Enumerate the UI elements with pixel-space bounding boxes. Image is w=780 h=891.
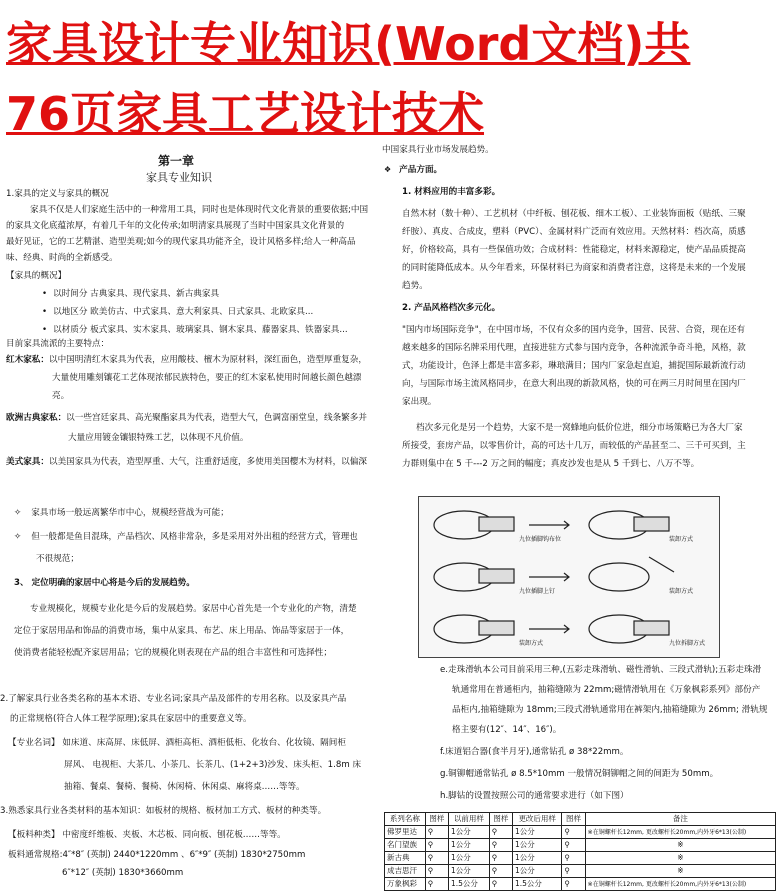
section-1-title: 1.家具的定义与家具的概况: [6, 189, 109, 199]
product-heading: ❖ 产品方面。: [384, 164, 442, 177]
table-header: 图样: [425, 813, 448, 826]
paragraph-line: 最好见证，它的工艺精湛、造型美观;如今的现代家具功能齐全，设计风格多样;给人一种高品: [6, 237, 356, 247]
table-header: 系列名称: [385, 813, 426, 826]
figure-caption: 装卸方式: [669, 588, 694, 595]
section-heading: 家具专业知识: [146, 171, 212, 184]
table-row: [385, 878, 776, 891]
section-2-subtitle: 的正常规格(符合人体工程学原理);家具在家居中的重要意义等。: [10, 714, 252, 724]
table-cell: ※: [585, 865, 775, 878]
paragraph-line: 大量应用镀金镶银特殊工艺，以体现不凡价值。: [68, 433, 249, 443]
paragraph-line: 格主要有(12″、14″、16″)。: [452, 725, 562, 735]
figure-caption: 装卸方式: [519, 640, 544, 647]
table-cell: 万象枫彩: [385, 878, 426, 891]
paragraph-line: 以中国明清红木家具为代表，应用酸枝、檀木为原材料，深红面色，造型厚重复杂，: [48, 355, 367, 365]
paragraph-line: 中国家具行业市场发展趋势。: [382, 145, 494, 155]
us-label: 美式家具：: [6, 457, 49, 467]
table-row: [385, 865, 776, 878]
figure-caption: 九位插脚上钉: [519, 588, 556, 595]
table-header: 更改后用样: [512, 813, 561, 826]
table-header: 以前用样: [448, 813, 489, 826]
table-cell: 佛罗里达: [385, 826, 426, 839]
paragraph-line: 的同时能降低成本。从今年看来，环保材料已为商家和消费者注意，这将是未来的一个发展: [402, 263, 746, 273]
terms-line: 如床道、床高屏、床低屏、酒柜高柜、酒柜低柜、化妆台、化妆镜、隔间柜: [62, 738, 346, 748]
table-cell: 新古典: [385, 852, 426, 865]
right-document-page: [376, 145, 780, 495]
paragraph-line: 以一些宫廷家具、高光聚酯家具为代表，造型大气，色调富丽堂皇，线条繁多并: [66, 413, 367, 423]
table-cell: ※: [585, 852, 775, 865]
table-header: 备注: [585, 813, 775, 826]
screw-icon: ⚲: [425, 865, 448, 878]
table-cell: 1公分: [448, 852, 489, 865]
paragraph-line: 味、经典、时尚的全新感受。: [6, 253, 118, 263]
paragraph-line: "国内市场国际竞争"，在中国市场，不仅有众多的国内竞争，国营、民营、合资，现在还有: [402, 325, 746, 335]
table-cell: 1公分: [448, 865, 489, 878]
paragraph-line: 家具不仅是人们家庭生活中的一种常用工具，同时也是体现时代文化背景的重要依据;中国: [30, 205, 369, 215]
paragraph-line: 好，价格较高，具有一些保值功效；合成材料：性能稳定，材料来源稳定，使产品品质提高: [402, 245, 746, 255]
screw-icon: ⚲: [489, 865, 512, 878]
terms-line: 抽箱、餐桌、餐椅、餐椅、休闲椅、休闲桌、麻将桌……等等。: [64, 782, 305, 792]
screw-icon: ⚲: [562, 865, 585, 878]
paragraph-line: 品柜内,抽箱缝隙为 18mm;三段式滑轨通常用在裤架内,抽箱缝隙为 26mm; 滑轨规: [452, 705, 768, 715]
overview-label: 【家具的概况】: [6, 271, 67, 281]
table-cell: 1.5公分: [512, 878, 561, 891]
screw-icon: ⚲: [489, 878, 512, 891]
table-cell: 成吉思汗: [385, 865, 426, 878]
paragraph-line: 轨通常用在普通柜内，抽箱缝隙为 22mm;磁情滑轨用在《万象枫彩系列》部份产: [452, 685, 761, 695]
left-document-page: [0, 150, 372, 490]
section-2-title: 2.了解家具行业各类名称的基本术语、专业名词;家具产品及部件的专用名称。以及家具产品: [0, 694, 347, 704]
paragraph-line: 越来越多的国际名牌采用代理，直接进驻方式参与国内竞争，各种流派争奇斗艳，风格，款: [402, 343, 746, 353]
screw-icon: ⚲: [562, 852, 585, 865]
paragraph-line: 以美国家具为代表，造型厚重、大气，注重舒适度，多使用美国樱木为材料，以偏深: [48, 457, 367, 467]
screw-icon: ⚲: [562, 826, 585, 839]
title-banner: [0, 0, 780, 150]
list-item-continued: 不很规范；: [36, 554, 79, 564]
table-cell: ※在铜螺杆长12mm, 更改螺杆长20mm,内外牙6*13(公制): [585, 878, 775, 891]
screw-icon: ⚲: [562, 878, 585, 891]
paragraph-line: 趋势。: [402, 281, 428, 291]
board-spec-line: 6″*12″ (英制) 1830*3660mm: [62, 868, 184, 878]
paragraph-line: 式，功能设计，色泽上都是丰富多彩，琳琅满目；国内厂家急起直追，捕捉国际最新流行动: [402, 361, 746, 371]
table-header: 图样: [562, 813, 585, 826]
hongmu-label: 红木家私：: [6, 355, 49, 365]
table-cell: 1公分: [512, 826, 561, 839]
list-item: ✧ 家具市场一般远离繁华市中心，规模经营战为可能；: [14, 508, 229, 518]
table-cell: 1公分: [448, 826, 489, 839]
paragraph-line: 亮。: [52, 391, 70, 401]
paragraph-line: e.走珠滑轨本公司目前采用三种,(五彩走珠滑轨、磁性滑轨、三段式滑轨);五彩走珠滑: [440, 665, 762, 675]
bullet-item: • 以地区分 欧美仿古、中式家具、意大利家具、日式家具、北欧家具...: [42, 306, 313, 319]
paragraph-line: 力群则集中在 5 千---2 万之间的幅度；真皮沙发也是从 5 千到七、八万不等。: [402, 459, 700, 469]
paragraph-line: h.脚钻的设置按照公司的通常要求进行（如下图）: [440, 791, 629, 801]
paragraph-line: 定位于家居用品和饰品的消费市场，集中从家具、布艺、床上用品、饰品等家居于一体，: [14, 626, 350, 636]
table-row: [385, 826, 776, 839]
table-cell: 1.5公分: [448, 878, 489, 891]
boards-line: 中密度纤维板、夹板、木芯板、同向板、刨花板……等等。: [62, 830, 286, 840]
table-cell: 名门望族: [385, 839, 426, 852]
figure-caption: 九位拆脚方式: [669, 640, 706, 647]
table-header-row: [385, 813, 776, 826]
paragraph-line: 所接受，套房产品，以零售价计，高的可达十几万，而较低的产品甚至二、三千可买到，主: [402, 441, 746, 451]
paragraph-line: f.床道铝合器(食半月牙),通常钻孔 ø 38*22mm。: [440, 747, 629, 757]
euro-label: 欧洲古典家私：: [6, 413, 67, 423]
title-line-1: 家具设计专业知识(Word文档)共: [6, 17, 691, 71]
paragraph-line: g.铜铆帽通常钻孔 ø 8.5*10mm 一般情况铜铆帽之间的间距为 50mm。: [440, 769, 719, 779]
paragraph-line: 纤胺）、真皮、合成皮，塑料（PVC）、金属材料广泛而有效应用。天然材料：档次高，质感: [402, 227, 746, 237]
title-line-2: 76页家具工艺设计技术: [6, 87, 485, 141]
screw-icon: ⚲: [489, 852, 512, 865]
numbered-heading-2: 2. 产品风格档次多元化。: [402, 303, 501, 313]
screw-icon: ⚲: [425, 878, 448, 891]
table-cell: ※: [585, 839, 775, 852]
section-3-title: 3.熟悉家具行业各类材料的基本知识：如板材的规格、板材加工方式、板材的种类等。: [0, 806, 327, 816]
table-cell: 1公分: [448, 839, 489, 852]
paragraph-line: 向，与国际市场主流风格同步，在意大利出现的新款风格，快的可在两三月时间里在国内厂: [402, 379, 746, 389]
list-item: ✧ 但一般都是鱼目混珠，产品档次、风格非常杂，多是采用对外出租的经营方式，管理也: [14, 532, 358, 542]
screw-icon: ⚲: [425, 826, 448, 839]
table-cell: 1公分: [512, 852, 561, 865]
numbered-heading-1: 1. 材料应用的丰富多彩。: [402, 187, 501, 197]
screw-icon: ⚲: [562, 839, 585, 852]
chapter-title: 第一章: [158, 154, 195, 168]
paragraph-line: 使消费者能轻松配齐家居用品；它的规模化则表现在产品的组合丰富性和可选择性；: [14, 648, 332, 658]
table-row: [385, 839, 776, 852]
hinge-installation-figure: [418, 496, 720, 658]
terms-label: 【专业名词】: [8, 738, 60, 748]
screw-icon: ⚲: [425, 839, 448, 852]
styles-heading: 目前家具流派的主要特点：: [6, 339, 110, 349]
table-cell: 1公分: [512, 865, 561, 878]
paragraph-line: 档次多元化是另一个趋势，大家不是一窝蜂地向低价位进，细分市场策略已为各大厂家: [416, 423, 743, 433]
paragraph-line: 大量使用雕刻镶花工艺体现浓郁民族特色，要正的红木家私使用时间越长颜色越漂: [52, 373, 362, 383]
foot-screw-table: [384, 812, 776, 891]
table-cell: ※在铜螺杆长12mm, 更改螺杆长20mm,内外牙6*13(公制): [585, 826, 775, 839]
bullet-item: • 以材质分 板式家具、实木家具、玻璃家具、钢木家具、藤器家具、铁器家具...: [42, 324, 362, 337]
screw-icon: ⚲: [425, 852, 448, 865]
table-header: 图样: [489, 813, 512, 826]
screw-icon: ⚲: [489, 839, 512, 852]
boards-label: 【板料种类】: [8, 830, 60, 840]
hardware-diagram: [376, 492, 780, 662]
table-cell: 1公分: [512, 839, 561, 852]
board-spec-line: 板料通常规格:4″*8″ (英制) 2440*1220mm 、6″*9″ (英制) 1830*2750mm: [8, 850, 306, 860]
table-row: [385, 852, 776, 865]
figure-caption: 九位插脚钩布位: [519, 536, 562, 543]
screw-icon: ⚲: [489, 826, 512, 839]
figure-caption: 装卸方式: [669, 536, 694, 543]
right-lower-document-page: [376, 662, 780, 889]
bullet-item: • 以时间分 古典家具、现代家具、新古典家具: [42, 288, 219, 301]
numbered-heading-3: 3、 定位明确的家居中心将是今后的发展趋势。: [14, 578, 195, 588]
paragraph-line: 专业规模化，规模专业化是今后的发展趋势。家居中心首先是一个专业化的产物，清楚: [30, 604, 357, 614]
paragraph-line: 自然木材（数十种）、工艺机材（中纤板、刨花板、细木工板）、工业装饰面板（贴纸、三聚: [402, 209, 746, 219]
bottom-document-page: [0, 495, 375, 884]
terms-line: 屏风、 电视柜、大茶几、小茶几、长茶几、(1+2+3)沙发、床头柜、1.8m 床: [64, 760, 362, 770]
paragraph-line: 的家具文化底蕴浓厚，有着几千年的文化传承;如明清家具展现了当时中国家具文化背景的: [6, 221, 345, 231]
paragraph-line: 家出现。: [402, 397, 437, 407]
